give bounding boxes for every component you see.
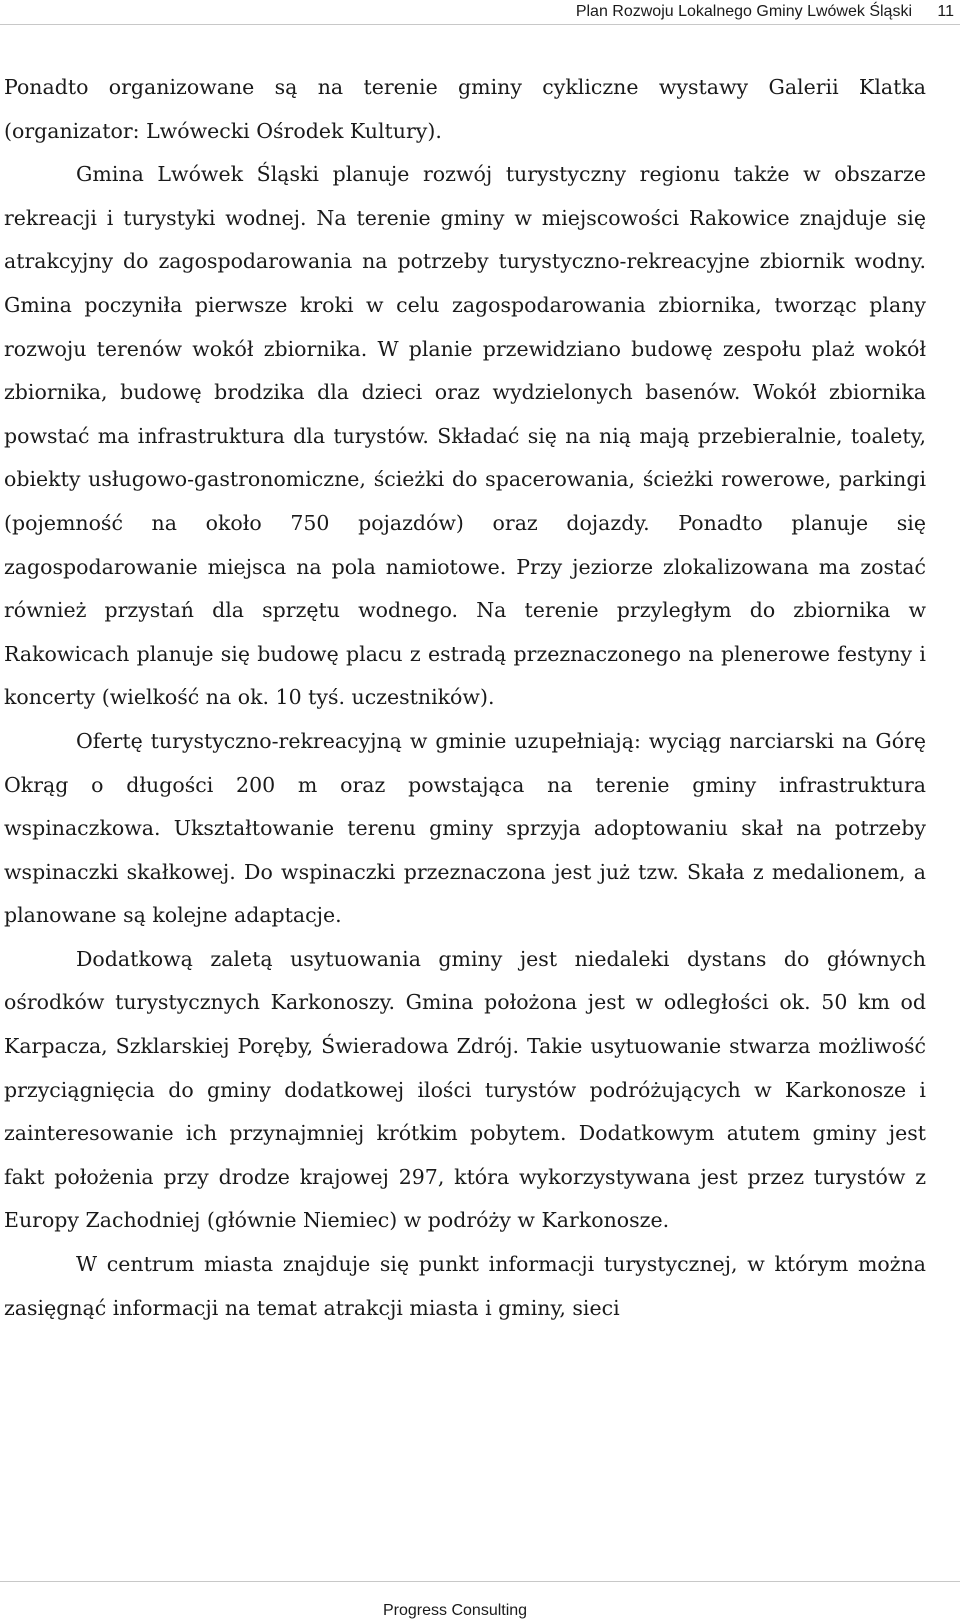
page-header [0,0,960,25]
document-body [4,66,926,1330]
paragraph: Dodatkową zaletą usytuowania gminy jest niedaleki dystans do głównych ośrodków turystycznych Karkonoszy. Gmina położona jest w odległości ok. 50 km od Karpacza, Szklarskiej Poręby, Świeradowa Zdrój. Takie usytuowanie stwarza możliwość przyciągnięcia do gminy dodatkowej ilości turystów podróżujących w Karkonosze i zainteresowanie ich przynajmniej krótkim pobytem. Dodatkowym atutem gminy jest fakt położenia przy drodze krajowej 297, która wykorzystywana jest przez turystów z Europy Zachodniej (głównie Niemiec) w podróży w Karkonosze. [4,946,926,1233]
footer-label: Progress Consulting [383,1602,528,1619]
paragraph: Ponadto organizowane są na terenie gminy cykliczne wystawy Galerii Klatka (organizator: Lwówecki Ośrodek Kultury). [4,75,926,143]
paragraph: Ofertę turystyczno-rekreacyjną w gminie uzupełniają: wyciąg narciarski na Górę Okrąg o długości 200 m oraz powstająca na terenie gminy infrastruktura wspinaczkowa. Ukształtowanie terenu gminy sprzyja adoptowaniu skał na potrzeby wspinaczki skałkowej. Do wspinaczki przeznaczona jest już tzw. Skała z medalionem, a planowane są kolejne adaptacje. [4,728,926,928]
paragraph: W centrum miasta znajduje się punkt informacji turystycznej, w którym można zasięgnąć informacji na temat atrakcji miasta i gminy, sieci [4,1252,926,1320]
paragraph: Gmina Lwówek Śląski planuje rozwój turystyczny regionu także w obszarze rekreacji i turystyki wodnej. Na terenie gminy w miejscowości Rakowice znajduje się atrakcyjny do zagospodarowania na potrzeby turystyczno-rekreacyjne zbiornik wodny. Gmina poczyniła pierwsze kroki w celu zagospodarowania zbiornika, tworząc plany rozwoju terenów wokół zbiornika. W planie przewidziano budowę zespołu plaż wokół zbiornika, budowę brodzika dla dzieci oraz wydzielonych basenów. Wokół zbiornika powstać ma infrastruktura dla turystów. Składać się na nią mają przebieralnie, toalety, obiekty usługowo-gastronomiczne, ścieżki do spacerowania, ścieżki rowerowe, parkingi (pojemność na około 750 pojazdów) oraz dojazdy. Ponadto planuje się zagospodarowanie miejsca na pola namiotowe. Przy jeziorze zlokalizowana ma zostać również przystań dla sprzętu wodnego. Na terenie przyległym do zbiornika w Rakowicach planuje się budowę placu z estradą przeznaczonego na plenerowe festyny i koncerty (wielkość na ok. 10 tyś. uczestników). [4,162,926,710]
page-footer [0,1581,960,1622]
page-number: 11 [937,3,954,20]
header-title: Plan Rozwoju Lokalnego Gminy Lwówek Śląski [575,3,912,20]
